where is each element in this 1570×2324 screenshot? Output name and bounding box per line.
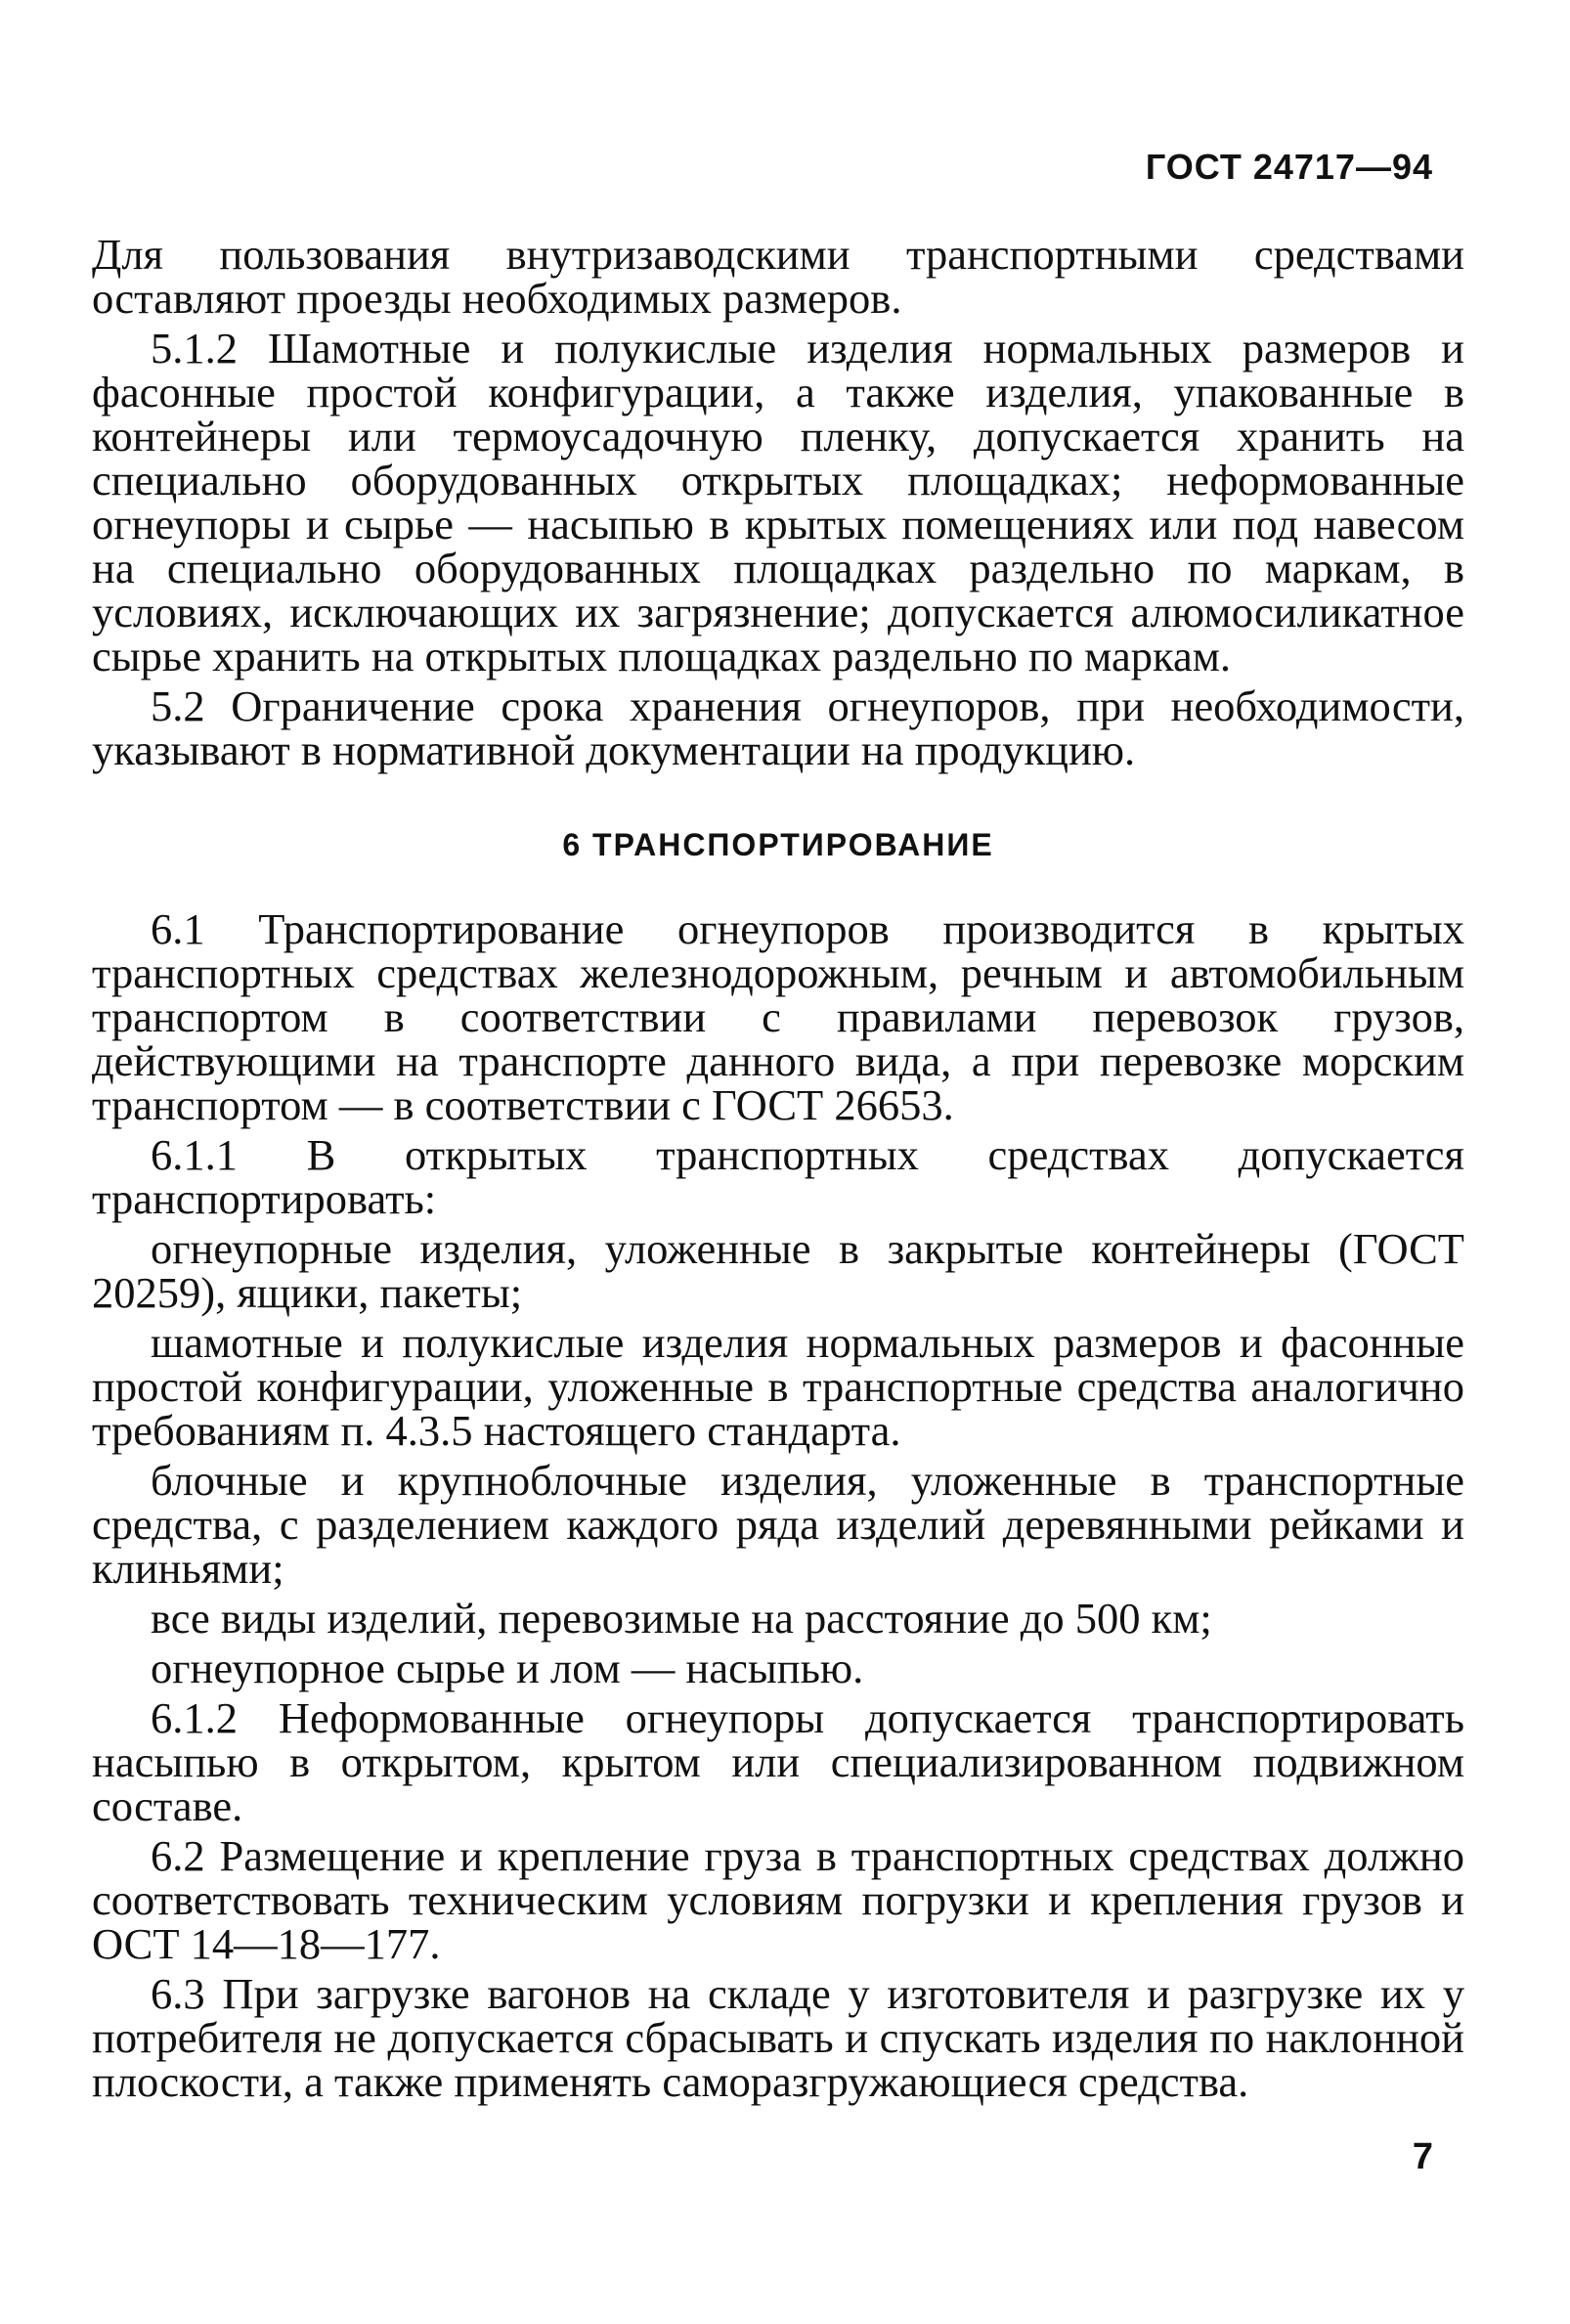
document-body — [92, 230, 1464, 2110]
paragraph-6-2: 6.2 Размещение и крепление груза в транспортных средствах должно соответствовать техническим условиям погрузки и крепления грузов и ОСТ 14—18—177. — [92, 1831, 1464, 1968]
list-item-distance: все виды изделий, перевозимые на расстояние до 500 км; — [151, 1594, 1212, 1643]
list-item-blocks: блочные и крупноблочные изделия, уложенные в транспортные средства, с разделением каждого ряда изделий деревянными рейками и клиньями; — [92, 1456, 1464, 1593]
paragraph-driveways: Для пользования внутризаводскими транспортными средствами оставляют проезды необходимых размеров. — [92, 230, 1464, 323]
list-item-raw-materials: огнеупорное сырье и лом — насыпью. — [151, 1644, 864, 1692]
standard-header: ГОСТ 24717—94 — [1145, 147, 1433, 187]
paragraph-6-1-2: 6.1.2 Неформованные огнеупоры допускается транспортировать насыпью в открытом, крытом или специализированном подвижном составе. — [92, 1693, 1464, 1830]
paragraph-6-3: 6.3 При загрузке вагонов на складе у изготовителя и разгрузке их у потребителя не допускается сбрасывать и спускать изделия по наклонной плоскости, а также применять саморазгружающиеся средства. — [92, 1969, 1464, 2106]
paragraph-6-1-1: 6.1.1 В открытых транспортных средствах допускается транспортировать: — [92, 1130, 1464, 1223]
paragraph-5-1-2: 5.1.2 Шамотные и полукислые изделия нормальных размеров и фасонные простой конфигурации, а также изделия, упакованные в контейнеры или термоусадочную пленку, допускается хранить на специально оборудованных открытых площадках; неформованные огнеупоры и сырье — насыпью в крытых помещениях или под навесом на специально оборудованных площадках раздельно по маркам, в условиях, исключающих их загрязнение; допускается алюмосиликатное сырье хранить на открытых площадках раздельно по маркам. — [92, 324, 1464, 680]
list-item-containers: огнеупорные изделия, уложенные в закрытые контейнеры (ГОСТ 20259), ящики, пакеты; — [92, 1224, 1464, 1317]
paragraph-6-1: 6.1 Транспортирование огнеупоров производится в крытых транспортных средствах железнодорожным, речным и автомобильным транспортом в соответствии с правилами перевозок грузов, действующими на транспорте данного вида, а при перевозке морским транспортом — в соответствии с ГОСТ 26653. — [92, 904, 1464, 1129]
section-title: 6 ТРАНСПОРТИРОВАНИЕ — [562, 827, 994, 862]
paragraph-5-2: 5.2 Ограничение срока хранения огнеупоров, при необходимости, указывают в нормативной документации на продукцию. — [92, 681, 1464, 774]
list-item-fireclay: шамотные и полукислые изделия нормальных размеров и фасонные простой конфигурации, уложенные в транспортные средства аналогично требованиям п. 4.3.5 настоящего стандарта. — [92, 1318, 1464, 1455]
page-number: 7 — [1412, 2136, 1433, 2177]
